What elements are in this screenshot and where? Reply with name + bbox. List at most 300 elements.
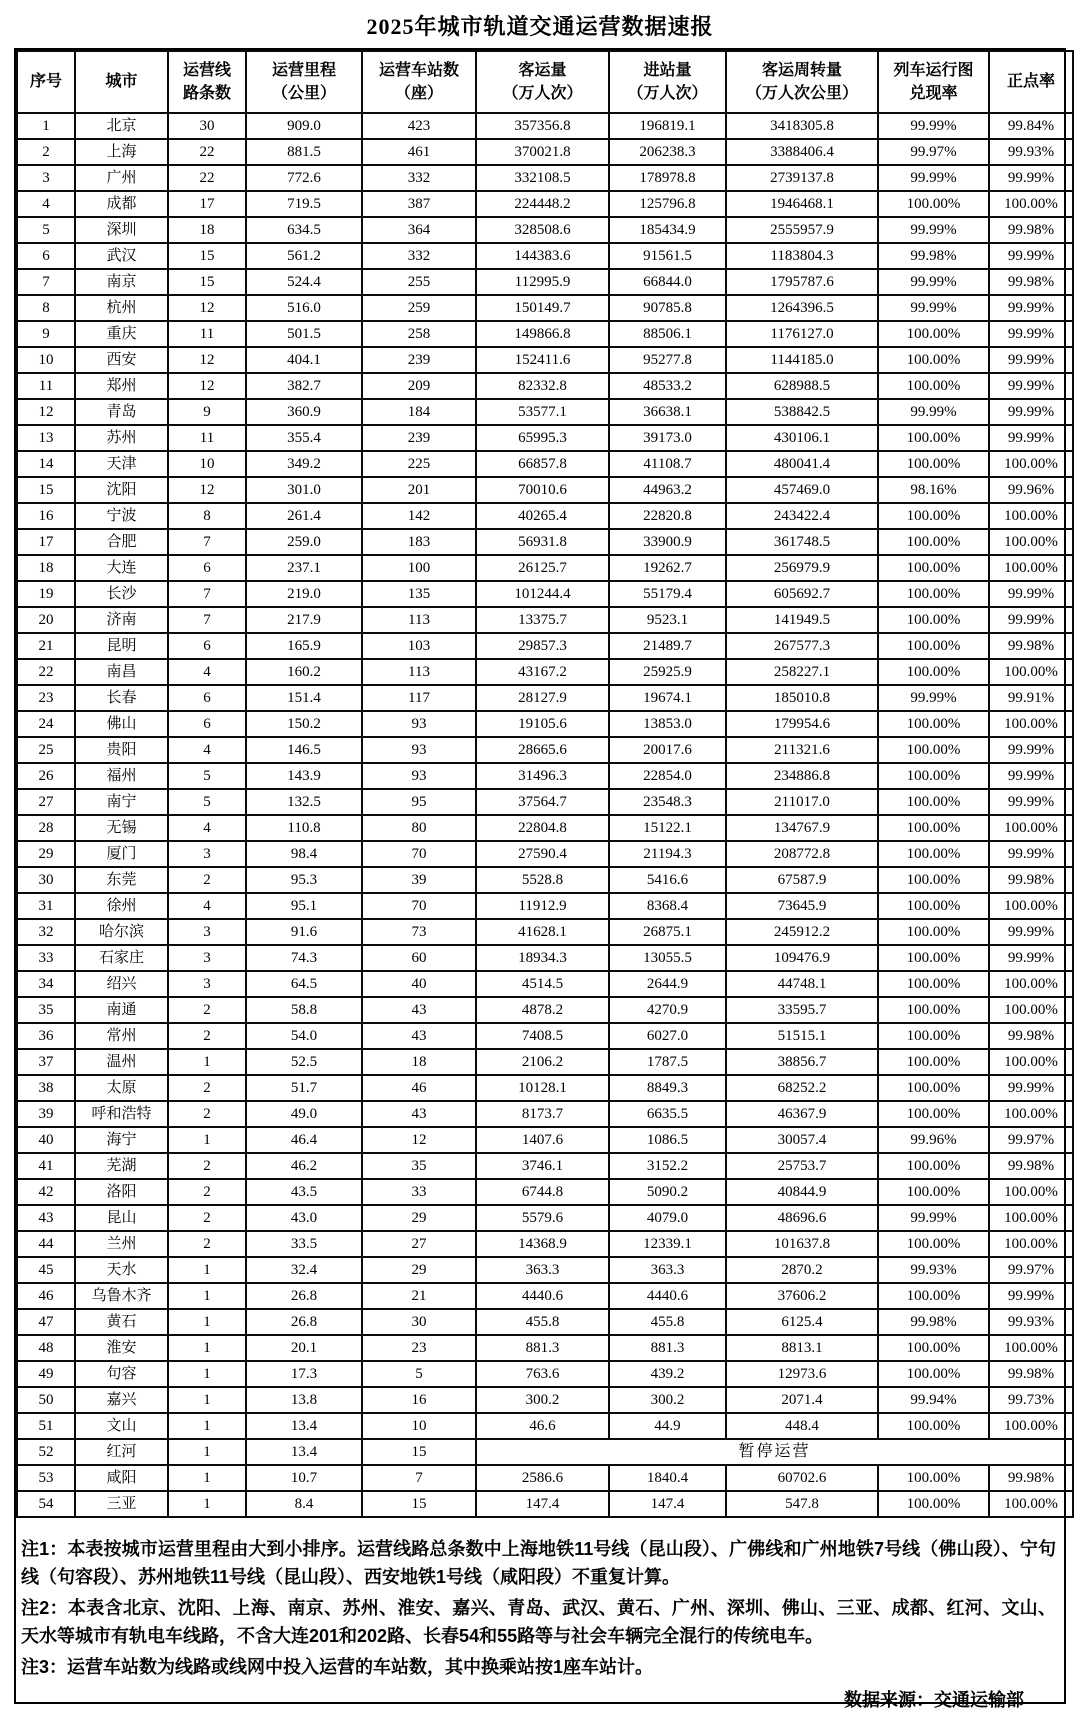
cell-entry-volume: 44.9 bbox=[609, 1413, 726, 1439]
cell-punctuality-rate: 99.99% bbox=[989, 165, 1073, 191]
table-row bbox=[17, 945, 1073, 971]
cell-entry-volume: 13055.5 bbox=[609, 945, 726, 971]
cell-rank: 5 bbox=[17, 217, 75, 243]
cell-entry-volume: 22820.8 bbox=[609, 503, 726, 529]
cell-entry-volume: 36638.1 bbox=[609, 399, 726, 425]
cell-passenger-turnover: 256979.9 bbox=[726, 555, 878, 581]
cell-schedule-fulfillment-rate: 100.00% bbox=[878, 867, 989, 893]
cell-punctuality-rate: 99.96% bbox=[989, 477, 1073, 503]
cell-rank: 38 bbox=[17, 1075, 75, 1101]
cell-station-count: 29 bbox=[362, 1205, 476, 1231]
cell-passenger-volume: 8173.7 bbox=[476, 1101, 609, 1127]
cell-passenger-turnover: 8813.1 bbox=[726, 1335, 878, 1361]
cell-station-count: 239 bbox=[362, 347, 476, 373]
cell-passenger-volume: 46.6 bbox=[476, 1413, 609, 1439]
cell-schedule-fulfillment-rate: 100.00% bbox=[878, 425, 989, 451]
cell-entry-volume: 1840.4 bbox=[609, 1465, 726, 1491]
cell-mileage-km: 909.0 bbox=[246, 113, 362, 139]
cell-entry-volume: 3152.2 bbox=[609, 1153, 726, 1179]
cell-passenger-volume: 18934.3 bbox=[476, 945, 609, 971]
column-header-rank: 序号 bbox=[17, 51, 75, 113]
cell-punctuality-rate: 100.00% bbox=[989, 711, 1073, 737]
cell-station-count: 7 bbox=[362, 1465, 476, 1491]
cell-mileage-km: 501.5 bbox=[246, 321, 362, 347]
cell-passenger-turnover: 60702.6 bbox=[726, 1465, 878, 1491]
table-row bbox=[17, 1361, 1073, 1387]
cell-schedule-fulfillment-rate: 99.96% bbox=[878, 1127, 989, 1153]
cell-mileage-km: 26.8 bbox=[246, 1283, 362, 1309]
cell-entry-volume: 300.2 bbox=[609, 1387, 726, 1413]
cell-passenger-volume: 53577.1 bbox=[476, 399, 609, 425]
cell-line-count: 4 bbox=[168, 815, 246, 841]
table-row bbox=[17, 1257, 1073, 1283]
cell-line-count: 1 bbox=[168, 1439, 246, 1465]
cell-schedule-fulfillment-rate: 99.93% bbox=[878, 1257, 989, 1283]
cell-station-count: 43 bbox=[362, 1101, 476, 1127]
cell-city: 宁波 bbox=[75, 503, 168, 529]
cell-passenger-volume: 28127.9 bbox=[476, 685, 609, 711]
cell-rank: 26 bbox=[17, 763, 75, 789]
cell-passenger-volume: 27590.4 bbox=[476, 841, 609, 867]
cell-passenger-volume: 65995.3 bbox=[476, 425, 609, 451]
cell-city: 三亚 bbox=[75, 1491, 168, 1517]
cell-passenger-volume: 11912.9 bbox=[476, 893, 609, 919]
cell-station-count: 332 bbox=[362, 243, 476, 269]
cell-passenger-volume: 328508.6 bbox=[476, 217, 609, 243]
table-row bbox=[17, 165, 1073, 191]
cell-schedule-fulfillment-rate: 100.00% bbox=[878, 763, 989, 789]
cell-passenger-volume: 7408.5 bbox=[476, 1023, 609, 1049]
cell-punctuality-rate: 99.99% bbox=[989, 919, 1073, 945]
cell-city: 句容 bbox=[75, 1361, 168, 1387]
cell-mileage-km: 20.1 bbox=[246, 1335, 362, 1361]
cell-rank: 19 bbox=[17, 581, 75, 607]
cell-mileage-km: 17.3 bbox=[246, 1361, 362, 1387]
cell-passenger-turnover: 538842.5 bbox=[726, 399, 878, 425]
table-row bbox=[17, 529, 1073, 555]
cell-passenger-volume: 5528.8 bbox=[476, 867, 609, 893]
cell-city: 嘉兴 bbox=[75, 1387, 168, 1413]
table-row bbox=[17, 581, 1073, 607]
cell-punctuality-rate: 99.98% bbox=[989, 867, 1073, 893]
cell-mileage-km: 634.5 bbox=[246, 217, 362, 243]
cell-entry-volume: 48533.2 bbox=[609, 373, 726, 399]
cell-station-count: 95 bbox=[362, 789, 476, 815]
cell-city: 郑州 bbox=[75, 373, 168, 399]
cell-passenger-volume: 56931.8 bbox=[476, 529, 609, 555]
cell-punctuality-rate: 99.99% bbox=[989, 737, 1073, 763]
cell-schedule-fulfillment-rate: 99.99% bbox=[878, 269, 989, 295]
cell-punctuality-rate: 100.00% bbox=[989, 1335, 1073, 1361]
cell-punctuality-rate: 100.00% bbox=[989, 451, 1073, 477]
cell-passenger-volume: 70010.6 bbox=[476, 477, 609, 503]
cell-entry-volume: 21489.7 bbox=[609, 633, 726, 659]
cell-entry-volume: 44963.2 bbox=[609, 477, 726, 503]
cell-punctuality-rate: 99.73% bbox=[989, 1387, 1073, 1413]
cell-city: 上海 bbox=[75, 139, 168, 165]
cell-station-count: 332 bbox=[362, 165, 476, 191]
cell-passenger-turnover: 243422.4 bbox=[726, 503, 878, 529]
cell-station-count: 103 bbox=[362, 633, 476, 659]
cell-entry-volume: 66844.0 bbox=[609, 269, 726, 295]
cell-line-count: 7 bbox=[168, 529, 246, 555]
cell-punctuality-rate: 99.99% bbox=[989, 425, 1073, 451]
cell-schedule-fulfillment-rate: 99.99% bbox=[878, 165, 989, 191]
cell-passenger-turnover: 361748.5 bbox=[726, 529, 878, 555]
cell-entry-volume: 363.3 bbox=[609, 1257, 726, 1283]
cell-rank: 39 bbox=[17, 1101, 75, 1127]
cell-station-count: 29 bbox=[362, 1257, 476, 1283]
cell-passenger-turnover: 2870.2 bbox=[726, 1257, 878, 1283]
cell-schedule-fulfillment-rate: 100.00% bbox=[878, 1231, 989, 1257]
cell-line-count: 1 bbox=[168, 1491, 246, 1517]
cell-city: 红河 bbox=[75, 1439, 168, 1465]
cell-rank: 43 bbox=[17, 1205, 75, 1231]
cell-punctuality-rate: 99.99% bbox=[989, 347, 1073, 373]
cell-line-count: 2 bbox=[168, 1179, 246, 1205]
cell-punctuality-rate: 99.99% bbox=[989, 1283, 1073, 1309]
cell-passenger-volume: 150149.7 bbox=[476, 295, 609, 321]
cell-mileage-km: 8.4 bbox=[246, 1491, 362, 1517]
cell-line-count: 6 bbox=[168, 633, 246, 659]
cell-rank: 28 bbox=[17, 815, 75, 841]
table-row bbox=[17, 451, 1073, 477]
cell-city: 南昌 bbox=[75, 659, 168, 685]
cell-station-count: 113 bbox=[362, 607, 476, 633]
cell-mileage-km: 64.5 bbox=[246, 971, 362, 997]
cell-line-count: 2 bbox=[168, 1023, 246, 1049]
cell-entry-volume: 2644.9 bbox=[609, 971, 726, 997]
header-row bbox=[17, 51, 1073, 113]
cell-city: 常州 bbox=[75, 1023, 168, 1049]
cell-schedule-fulfillment-rate: 100.00% bbox=[878, 1101, 989, 1127]
cell-schedule-fulfillment-rate: 100.00% bbox=[878, 1179, 989, 1205]
cell-passenger-turnover: 234886.8 bbox=[726, 763, 878, 789]
cell-mileage-km: 217.9 bbox=[246, 607, 362, 633]
cell-passenger-turnover: 3388406.4 bbox=[726, 139, 878, 165]
table-row bbox=[17, 295, 1073, 321]
cell-passenger-turnover: 44748.1 bbox=[726, 971, 878, 997]
table-row bbox=[17, 243, 1073, 269]
cell-schedule-fulfillment-rate: 100.00% bbox=[878, 1491, 989, 1517]
footnote-3: 注3：运营车站数为线路或线网中投入运营的车站数，其中换乘站按1座车站计。 bbox=[21, 1656, 654, 1677]
cell-passenger-turnover: 480041.4 bbox=[726, 451, 878, 477]
cell-mileage-km: 301.0 bbox=[246, 477, 362, 503]
table-row bbox=[17, 347, 1073, 373]
cell-city: 成都 bbox=[75, 191, 168, 217]
cell-schedule-fulfillment-rate: 100.00% bbox=[878, 971, 989, 997]
cell-mileage-km: 719.5 bbox=[246, 191, 362, 217]
cell-line-count: 22 bbox=[168, 139, 246, 165]
cell-passenger-volume: 43167.2 bbox=[476, 659, 609, 685]
cell-station-count: 209 bbox=[362, 373, 476, 399]
cell-mileage-km: 150.2 bbox=[246, 711, 362, 737]
cell-punctuality-rate: 100.00% bbox=[989, 1049, 1073, 1075]
cell-punctuality-rate: 100.00% bbox=[989, 971, 1073, 997]
cell-passenger-turnover: 48696.6 bbox=[726, 1205, 878, 1231]
cell-station-count: 100 bbox=[362, 555, 476, 581]
table-row bbox=[17, 919, 1073, 945]
cell-passenger-turnover: 1144185.0 bbox=[726, 347, 878, 373]
cell-city: 石家庄 bbox=[75, 945, 168, 971]
cell-station-count: 35 bbox=[362, 1153, 476, 1179]
cell-passenger-turnover: 2555957.9 bbox=[726, 217, 878, 243]
cell-schedule-fulfillment-rate: 100.00% bbox=[878, 945, 989, 971]
table-row bbox=[17, 1101, 1073, 1127]
cell-schedule-fulfillment-rate: 100.00% bbox=[878, 529, 989, 555]
cell-station-count: 93 bbox=[362, 737, 476, 763]
cell-line-count: 12 bbox=[168, 295, 246, 321]
cell-line-count: 5 bbox=[168, 789, 246, 815]
cell-mileage-km: 51.7 bbox=[246, 1075, 362, 1101]
cell-mileage-km: 33.5 bbox=[246, 1231, 362, 1257]
cell-city: 昆明 bbox=[75, 633, 168, 659]
cell-passenger-turnover: 211017.0 bbox=[726, 789, 878, 815]
cell-passenger-volume: 31496.3 bbox=[476, 763, 609, 789]
cell-entry-volume: 20017.6 bbox=[609, 737, 726, 763]
cell-punctuality-rate: 99.99% bbox=[989, 945, 1073, 971]
cell-station-count: 93 bbox=[362, 763, 476, 789]
cell-mileage-km: 143.9 bbox=[246, 763, 362, 789]
cell-schedule-fulfillment-rate: 100.00% bbox=[878, 503, 989, 529]
cell-mileage-km: 49.0 bbox=[246, 1101, 362, 1127]
cell-punctuality-rate: 99.98% bbox=[989, 633, 1073, 659]
cell-city: 杭州 bbox=[75, 295, 168, 321]
cell-passenger-volume: 144383.6 bbox=[476, 243, 609, 269]
cell-schedule-fulfillment-rate: 100.00% bbox=[878, 737, 989, 763]
cell-schedule-fulfillment-rate: 100.00% bbox=[878, 581, 989, 607]
cell-passenger-volume: 4878.2 bbox=[476, 997, 609, 1023]
cell-passenger-turnover: 179954.6 bbox=[726, 711, 878, 737]
cell-rank: 46 bbox=[17, 1283, 75, 1309]
cell-station-count: 16 bbox=[362, 1387, 476, 1413]
cell-mileage-km: 95.1 bbox=[246, 893, 362, 919]
cell-station-count: 18 bbox=[362, 1049, 476, 1075]
cell-rank: 18 bbox=[17, 555, 75, 581]
cell-rank: 42 bbox=[17, 1179, 75, 1205]
cell-mileage-km: 355.4 bbox=[246, 425, 362, 451]
cell-passenger-volume: 26125.7 bbox=[476, 555, 609, 581]
cell-passenger-volume: 4514.5 bbox=[476, 971, 609, 997]
table-row bbox=[17, 1491, 1073, 1517]
cell-schedule-fulfillment-rate: 100.00% bbox=[878, 789, 989, 815]
column-header-line-count: 运营线 路条数 bbox=[168, 51, 246, 113]
cell-rank: 50 bbox=[17, 1387, 75, 1413]
cell-city: 兰州 bbox=[75, 1231, 168, 1257]
cell-mileage-km: 404.1 bbox=[246, 347, 362, 373]
cell-line-count: 1 bbox=[168, 1413, 246, 1439]
cell-city: 天津 bbox=[75, 451, 168, 477]
cell-punctuality-rate: 100.00% bbox=[989, 1101, 1073, 1127]
cell-line-count: 2 bbox=[168, 1101, 246, 1127]
cell-entry-volume: 8368.4 bbox=[609, 893, 726, 919]
cell-rank: 17 bbox=[17, 529, 75, 555]
table-row bbox=[17, 191, 1073, 217]
cell-entry-volume: 185434.9 bbox=[609, 217, 726, 243]
cell-city: 贵阳 bbox=[75, 737, 168, 763]
cell-entry-volume: 23548.3 bbox=[609, 789, 726, 815]
table-row bbox=[17, 1413, 1073, 1439]
table-row bbox=[17, 139, 1073, 165]
column-header-station-count: 运营车站数 （座） bbox=[362, 51, 476, 113]
cell-punctuality-rate: 99.98% bbox=[989, 1023, 1073, 1049]
cell-punctuality-rate: 100.00% bbox=[989, 893, 1073, 919]
cell-station-count: 225 bbox=[362, 451, 476, 477]
cell-rank: 8 bbox=[17, 295, 75, 321]
cell-line-count: 5 bbox=[168, 763, 246, 789]
cell-entry-volume: 1086.5 bbox=[609, 1127, 726, 1153]
cell-rank: 45 bbox=[17, 1257, 75, 1283]
cell-passenger-turnover: 38856.7 bbox=[726, 1049, 878, 1075]
cell-mileage-km: 360.9 bbox=[246, 399, 362, 425]
cell-schedule-fulfillment-rate: 99.98% bbox=[878, 243, 989, 269]
cell-passenger-turnover: 46367.9 bbox=[726, 1101, 878, 1127]
cell-entry-volume: 91561.5 bbox=[609, 243, 726, 269]
cell-entry-volume: 4079.0 bbox=[609, 1205, 726, 1231]
cell-city: 无锡 bbox=[75, 815, 168, 841]
cell-schedule-fulfillment-rate: 100.00% bbox=[878, 815, 989, 841]
table-row bbox=[17, 425, 1073, 451]
cell-mileage-km: 881.5 bbox=[246, 139, 362, 165]
table-row bbox=[17, 321, 1073, 347]
cell-punctuality-rate: 99.99% bbox=[989, 295, 1073, 321]
cell-schedule-fulfillment-rate: 99.98% bbox=[878, 1309, 989, 1335]
rail-transit-data-table bbox=[16, 50, 1074, 1518]
cell-line-count: 18 bbox=[168, 217, 246, 243]
cell-rank: 52 bbox=[17, 1439, 75, 1465]
cell-rank: 49 bbox=[17, 1361, 75, 1387]
cell-city: 黄石 bbox=[75, 1309, 168, 1335]
cell-city: 济南 bbox=[75, 607, 168, 633]
table-row bbox=[17, 659, 1073, 685]
cell-station-count: 239 bbox=[362, 425, 476, 451]
cell-punctuality-rate: 99.93% bbox=[989, 139, 1073, 165]
cell-schedule-fulfillment-rate: 100.00% bbox=[878, 1465, 989, 1491]
cell-station-count: 60 bbox=[362, 945, 476, 971]
cell-passenger-turnover: 30057.4 bbox=[726, 1127, 878, 1153]
cell-mileage-km: 10.7 bbox=[246, 1465, 362, 1491]
cell-mileage-km: 13.8 bbox=[246, 1387, 362, 1413]
cell-entry-volume: 26875.1 bbox=[609, 919, 726, 945]
cell-passenger-turnover: 547.8 bbox=[726, 1491, 878, 1517]
cell-entry-volume: 39173.0 bbox=[609, 425, 726, 451]
cell-station-count: 30 bbox=[362, 1309, 476, 1335]
cell-rank: 32 bbox=[17, 919, 75, 945]
cell-line-count: 2 bbox=[168, 1153, 246, 1179]
cell-passenger-volume: 300.2 bbox=[476, 1387, 609, 1413]
cell-rank: 47 bbox=[17, 1309, 75, 1335]
cell-passenger-turnover: 67587.9 bbox=[726, 867, 878, 893]
cell-entry-volume: 33900.9 bbox=[609, 529, 726, 555]
cell-line-count: 15 bbox=[168, 243, 246, 269]
cell-rank: 4 bbox=[17, 191, 75, 217]
cell-rank: 31 bbox=[17, 893, 75, 919]
cell-punctuality-rate: 99.98% bbox=[989, 269, 1073, 295]
cell-mileage-km: 91.6 bbox=[246, 919, 362, 945]
cell-line-count: 12 bbox=[168, 347, 246, 373]
cell-schedule-fulfillment-rate: 100.00% bbox=[878, 893, 989, 919]
cell-passenger-volume: 13375.7 bbox=[476, 607, 609, 633]
cell-city: 南宁 bbox=[75, 789, 168, 815]
cell-passenger-turnover: 101637.8 bbox=[726, 1231, 878, 1257]
cell-line-count: 3 bbox=[168, 971, 246, 997]
cell-line-count: 4 bbox=[168, 893, 246, 919]
cell-mileage-km: 132.5 bbox=[246, 789, 362, 815]
cell-rank: 13 bbox=[17, 425, 75, 451]
cell-station-count: 5 bbox=[362, 1361, 476, 1387]
cell-schedule-fulfillment-rate: 100.00% bbox=[878, 451, 989, 477]
cell-passenger-turnover: 628988.5 bbox=[726, 373, 878, 399]
table-row bbox=[17, 1075, 1073, 1101]
cell-passenger-turnover: 258227.1 bbox=[726, 659, 878, 685]
cell-line-count: 1 bbox=[168, 1361, 246, 1387]
cell-city: 太原 bbox=[75, 1075, 168, 1101]
cell-line-count: 4 bbox=[168, 659, 246, 685]
cell-mileage-km: 43.5 bbox=[246, 1179, 362, 1205]
cell-entry-volume: 455.8 bbox=[609, 1309, 726, 1335]
cell-schedule-fulfillment-rate: 100.00% bbox=[878, 191, 989, 217]
cell-city: 绍兴 bbox=[75, 971, 168, 997]
cell-passenger-volume: 112995.9 bbox=[476, 269, 609, 295]
cell-punctuality-rate: 100.00% bbox=[989, 1491, 1073, 1517]
cell-station-count: 43 bbox=[362, 1023, 476, 1049]
cell-line-count: 22 bbox=[168, 165, 246, 191]
table-row bbox=[17, 1231, 1073, 1257]
cell-line-count: 1 bbox=[168, 1309, 246, 1335]
cell-passenger-volume: 28665.6 bbox=[476, 737, 609, 763]
cell-station-count: 70 bbox=[362, 841, 476, 867]
cell-city: 长春 bbox=[75, 685, 168, 711]
cell-line-count: 30 bbox=[168, 113, 246, 139]
cell-passenger-volume: 455.8 bbox=[476, 1309, 609, 1335]
cell-punctuality-rate: 99.91% bbox=[989, 685, 1073, 711]
cell-city: 重庆 bbox=[75, 321, 168, 347]
cell-passenger-volume: 763.6 bbox=[476, 1361, 609, 1387]
cell-passenger-volume: 40265.4 bbox=[476, 503, 609, 529]
table-row bbox=[17, 1387, 1073, 1413]
cell-punctuality-rate: 100.00% bbox=[989, 1231, 1073, 1257]
cell-city: 呼和浩特 bbox=[75, 1101, 168, 1127]
column-header-punctuality-rate: 正点率 bbox=[989, 51, 1073, 113]
cell-entry-volume: 13853.0 bbox=[609, 711, 726, 737]
cell-punctuality-rate: 100.00% bbox=[989, 1413, 1073, 1439]
cell-passenger-volume: 66857.8 bbox=[476, 451, 609, 477]
cell-line-count: 4 bbox=[168, 737, 246, 763]
cell-punctuality-rate: 99.99% bbox=[989, 581, 1073, 607]
cell-city: 苏州 bbox=[75, 425, 168, 451]
cell-rank: 51 bbox=[17, 1413, 75, 1439]
cell-entry-volume: 19674.1 bbox=[609, 685, 726, 711]
cell-rank: 24 bbox=[17, 711, 75, 737]
cell-passenger-turnover: 1176127.0 bbox=[726, 321, 878, 347]
column-header-mileage-km: 运营里程 （公里） bbox=[246, 51, 362, 113]
cell-rank: 29 bbox=[17, 841, 75, 867]
cell-passenger-turnover: 1946468.1 bbox=[726, 191, 878, 217]
cell-passenger-volume: 881.3 bbox=[476, 1335, 609, 1361]
cell-line-count: 1 bbox=[168, 1335, 246, 1361]
table-row bbox=[17, 1335, 1073, 1361]
cell-line-count: 7 bbox=[168, 581, 246, 607]
table-row bbox=[17, 1127, 1073, 1153]
footnote-1: 注1：本表按城市运营里程由大到小排序。运营线路总条数中上海地铁11号线（昆山段）、广佛线和广州地铁7号线（佛山段）、宁句线（句容段）、苏州地铁11号线（昆山段）、西安地铁1号线（咸阳段）不重复计算。 bbox=[21, 1539, 1056, 1587]
cell-punctuality-rate: 100.00% bbox=[989, 529, 1073, 555]
cell-entry-volume: 55179.4 bbox=[609, 581, 726, 607]
cell-schedule-fulfillment-rate: 100.00% bbox=[878, 1075, 989, 1101]
cell-passenger-turnover: 2071.4 bbox=[726, 1387, 878, 1413]
report-sheet bbox=[14, 48, 1066, 1711]
cell-line-count: 3 bbox=[168, 945, 246, 971]
cell-schedule-fulfillment-rate: 100.00% bbox=[878, 659, 989, 685]
